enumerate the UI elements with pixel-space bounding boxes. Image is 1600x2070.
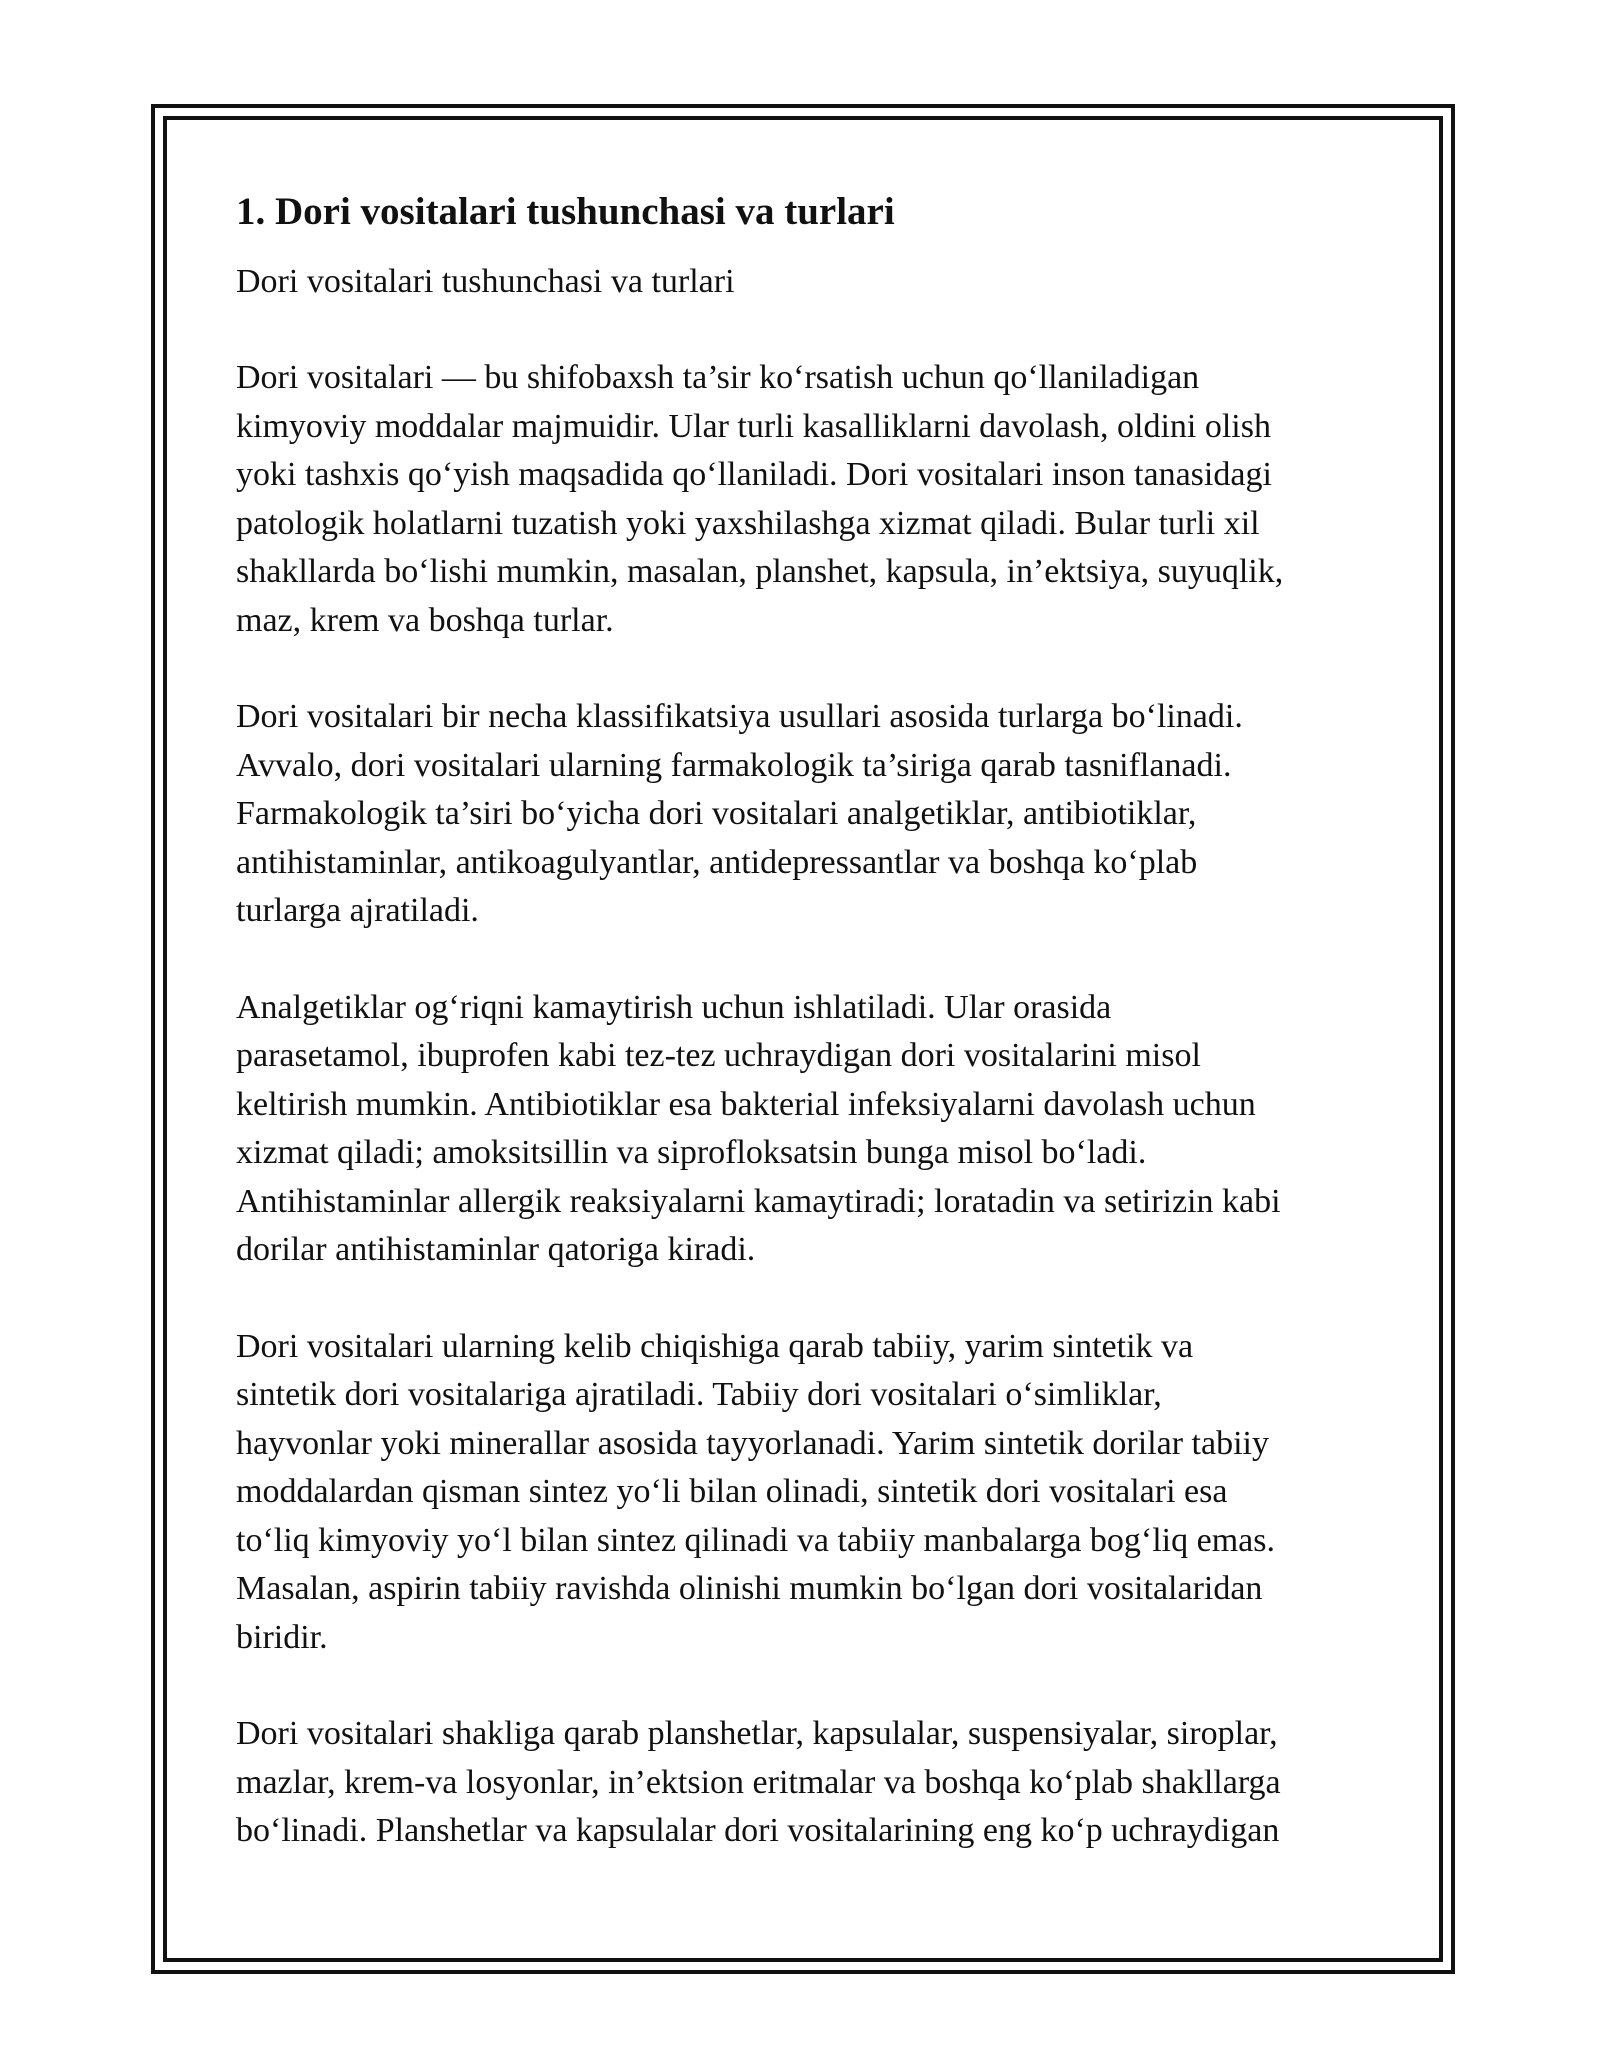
paragraph-line: toʻliq kimyoviy yoʻl bilan sintez qilinadi va tabiiy manbalarga bogʻliq emas. <box>236 1521 1275 1559</box>
paragraph-forms <box>236 1710 1386 1856</box>
paragraph-line: sintetik dori vositalariga ajratiladi. Tabiiy dori vositalari oʻsimliklar, <box>236 1376 1162 1413</box>
paragraph-line: parasetamol, ibuprofen kabi tez-tez uchraydigan dori vositalarini misol <box>236 1037 1201 1074</box>
paragraph-line: yoki tashxis qoʻyish maqsadida qoʻllaniladi. Dori vositalari inson tanasidagi <box>236 456 1272 493</box>
paragraph-line: patologik holatlarni tuzatish yoki yaxshilashga xizmat qiladi. Bular turli xil <box>236 504 1260 542</box>
paragraph-line: xizmat qiladi; amoksitsillin va siprofloksatsin bunga misol boʻladi. <box>236 1134 1147 1171</box>
paragraph-line: keltirish mumkin. Antibiotiklar esa bakterial infeksiyalarni davolash uchun <box>236 1085 1256 1123</box>
paragraph-line: mazlar, krem-va losyonlar, in’ektsion eritmalar va boshqa koʻplab shakllarga <box>236 1763 1281 1801</box>
paragraph-line: antihistaminlar, antikoagulyantlar, antidepressantlar va boshqa koʻplab <box>236 843 1198 881</box>
paragraph-line: Dori vositalari — bu shifobaxsh ta’sir koʻrsatish uchun qoʻllaniladigan <box>236 359 1200 396</box>
paragraph-classification <box>236 693 1386 936</box>
paragraph-line: turlarga ajratiladi. <box>236 892 479 929</box>
paragraph-line: hayvonlar yoki minerallar asosida tayyorlanadi. Yarim sintetik dorilar tabiiy <box>236 1424 1269 1462</box>
paragraph-line: Dori vositalari bir necha klassifikatsiya usullari asosida turlarga boʻlinadi. <box>236 698 1243 735</box>
paragraph-line: Analgetiklar ogʻriqni kamaytirish uchun ishlatiladi. Ular orasida <box>236 988 1112 1026</box>
paragraph-line: dorilar antihistaminlar qatoriga kiradi. <box>236 1231 756 1268</box>
paragraph-examples <box>236 984 1386 1275</box>
paragraph-line: Avvalo, dori vositalari ularning farmakologik ta’siriga qarab tasniflanadi. <box>236 746 1232 784</box>
paragraph-line: Masalan, aspirin tabiiy ravishda olinishi mumkin boʻlgan dori vositalaridan <box>236 1570 1263 1607</box>
paragraph-line: shakllarda boʻlishi mumkin, masalan, planshet, kapsula, in’ektsiya, suyuqlik, <box>236 553 1284 590</box>
paragraph-line: Antihistaminlar allergik reaksiyalarni kamaytiradi; loratadin va setirizin kabi <box>236 1182 1281 1220</box>
document-body <box>236 186 1386 1904</box>
paragraph-line: moddalardan qisman sintez yoʻli bilan olinadi, sintetik dori vositalari esa <box>236 1473 1228 1510</box>
section-heading: 1. Dori vositalari tushunchasi va turlari <box>236 190 895 233</box>
section-subheading: Dori vositalari tushunchasi va turlari <box>236 263 735 300</box>
paragraph-line: Farmakologik ta’siri boʻyicha dori vositalari analgetiklar, antibiotiklar, <box>236 795 1197 832</box>
paragraph-line: maz, krem va boshqa turlar. <box>236 601 614 639</box>
paragraph-line: biridir. <box>236 1618 328 1656</box>
paragraph-origin <box>236 1323 1386 1663</box>
paragraph-line: boʻlinadi. Planshetlar va kapsulalar dori vositalarining eng koʻp uchraydigan <box>236 1812 1280 1849</box>
paragraph-line: Dori vositalari ularning kelib chiqishiga qarab tabiiy, yarim sintetik va <box>236 1327 1194 1365</box>
paragraph-line: Dori vositalari shakliga qarab planshetlar, kapsulalar, suspensiyalar, siroplar, <box>236 1715 1278 1752</box>
paragraph-line: kimyoviy moddalar majmuidir. Ular turli kasalliklarni davolash, oldini olish <box>236 407 1271 445</box>
paragraph-definition <box>236 354 1386 645</box>
